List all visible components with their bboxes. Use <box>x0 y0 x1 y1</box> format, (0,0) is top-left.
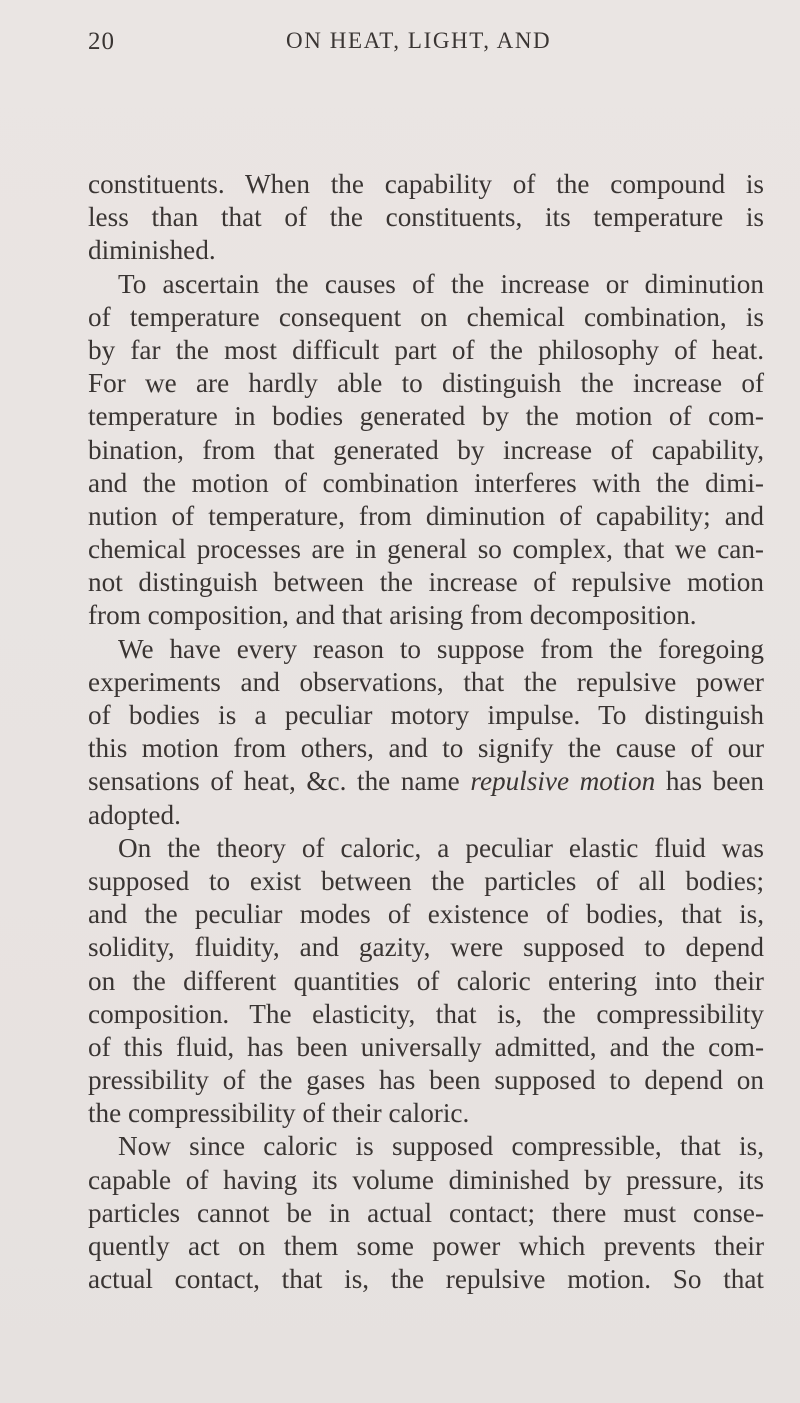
text-segment: has been <box>655 766 765 797</box>
text-line: this motion from others, and to signify the cause of our <box>88 733 764 764</box>
text-line: quently act on them some power which prevents their <box>88 1231 764 1261</box>
text-line: actual contact, that is, the repulsive motion. So that <box>88 1264 764 1295</box>
text-line: of this fluid, has been universally admitted, and the com- <box>88 1031 764 1062</box>
italic-term: repulsive motion <box>470 766 656 797</box>
text-line: composition. The elasticity, that is, the compressibility <box>88 998 764 1029</box>
paragraph-first-line: On the theory of caloric, a peculiar elastic fluid was <box>118 832 764 863</box>
text-line-with-italic <box>88 765 764 798</box>
paragraph-first-line: Now since caloric is supposed compressible, that is, <box>118 1131 764 1162</box>
text-line: and the peculiar modes of existence of bodies, that is, <box>88 899 764 930</box>
text-line: pressibility of the gases has been supposed to depend on <box>88 1065 764 1096</box>
paragraph-first-line: To ascertain the causes of the increase or diminution <box>118 268 764 299</box>
text-line: chemical processes are in general so complex, that we can- <box>88 534 764 565</box>
text-line: adopted. <box>88 799 181 830</box>
body-text <box>88 168 764 1296</box>
running-title: ON HEAT, LIGHT, AND <box>286 28 552 53</box>
text-line: particles cannot be in actual contact; there must conse- <box>88 1197 764 1228</box>
text-line: bination, from that generated by increase of capability, <box>88 434 764 465</box>
text-line: of temperature consequent on chemical combination, is <box>88 301 764 332</box>
text-line: supposed to exist between the particles of all bodies; <box>88 865 764 896</box>
text-line: by far the most difficult part of the philosophy of heat. <box>88 334 764 365</box>
text-line: experiments and observations, that the repulsive power <box>88 666 764 697</box>
text-line: from composition, and that arising from decomposition. <box>88 600 697 631</box>
text-line: constituents. When the capability of the compound is <box>88 169 764 199</box>
text-line: and the motion of combination interferes with the dimi- <box>88 467 764 498</box>
text-line: the compressibility of their caloric. <box>88 1098 470 1129</box>
text-line: diminished. <box>88 235 216 266</box>
text-line: less than that of the constituents, its temperature is <box>88 202 764 233</box>
text-line: solidity, fluidity, and gazity, were supposed to depend <box>88 932 764 963</box>
paragraph-first-line: We have every reason to suppose from the foregoing <box>118 633 764 664</box>
running-header <box>88 12 768 55</box>
text-line: on the different quantities of caloric entering into their <box>88 965 764 996</box>
text-segment: sensations of heat, &c. the name <box>88 766 471 797</box>
page-number: 20 <box>88 28 115 55</box>
text-line: of bodies is a peculiar motory impulse. To distinguish <box>88 700 764 730</box>
text-line: capable of having its volume diminished by pressure, its <box>88 1164 764 1195</box>
text-line: nution of temperature, from diminution of capability; and <box>88 500 764 531</box>
text-line: not distinguish between the increase of repulsive motion <box>88 567 764 598</box>
text-line: For we are hardly able to distinguish the increase of <box>88 368 764 399</box>
text-line: temperature in bodies generated by the motion of com- <box>88 401 764 432</box>
